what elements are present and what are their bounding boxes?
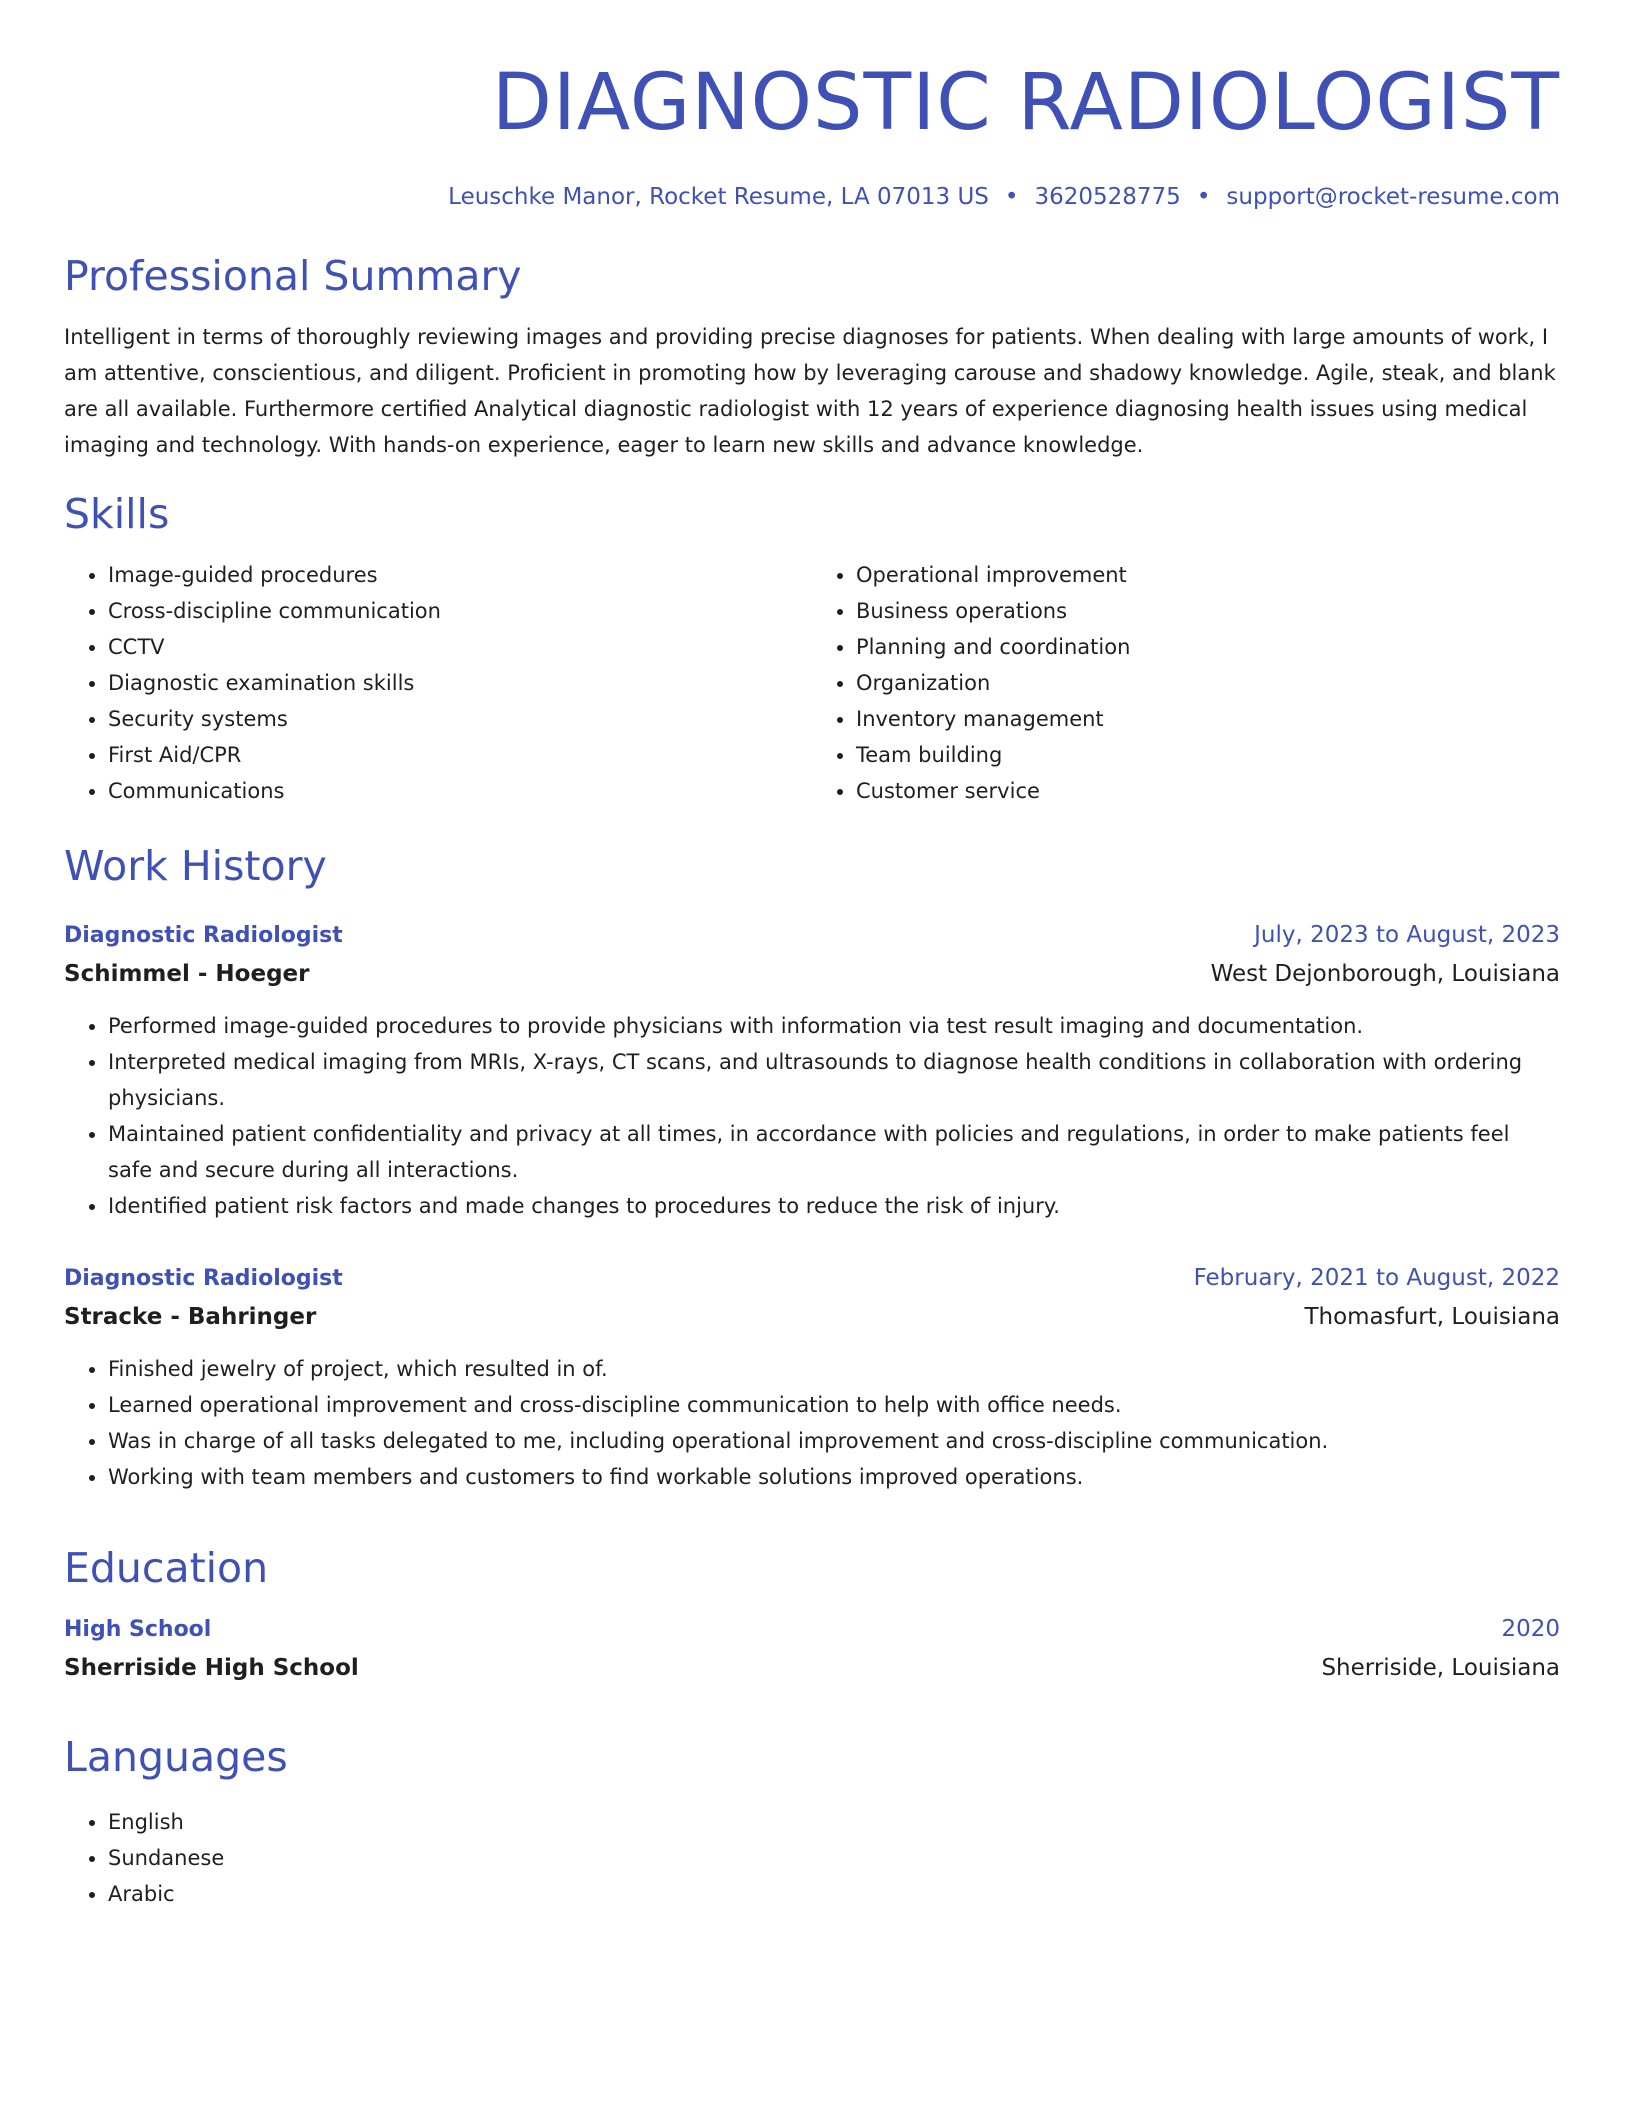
job-header-row: [64, 917, 1560, 954]
skill-item: • Organization: [856, 665, 1560, 701]
languages-list: [64, 1804, 1560, 1912]
summary-heading: Professional Summary: [64, 252, 522, 300]
job-bullet: • Learned operational improvement and cross-discipline communication to help with office needs.: [108, 1387, 1560, 1423]
job-bullet: • Interpreted medical imaging from MRIs, X-rays, CT scans, and ultrasounds to diagnose health conditions in collaboration with ordering physicians.: [108, 1044, 1560, 1116]
education-heading: Education: [64, 1544, 269, 1592]
skills-list-left: [64, 557, 812, 809]
skill-item: • First Aid/CPR: [108, 737, 812, 773]
skill-item: • Security systems: [108, 701, 812, 737]
contact-phone: 3620528775: [1034, 184, 1181, 210]
language-item: • Arabic: [108, 1876, 1560, 1912]
skill-item: • Business operations: [856, 593, 1560, 629]
job-entry: [64, 1260, 1560, 1495]
job-bullets: [64, 1351, 1560, 1495]
job-bullet: • Performed image-guided procedures to provide physicians with information via test result imaging and documentation.: [108, 1008, 1560, 1044]
education-location: Sherriside, Louisiana: [1321, 1655, 1560, 1681]
job-bullet: • Was in charge of all tasks delegated to me, including operational improvement and cross-discipline communication.: [108, 1423, 1560, 1459]
job-bullets: [64, 1008, 1560, 1224]
job-location: Thomasfurt, Louisiana: [1304, 1304, 1560, 1330]
skills-list-right: [812, 557, 1560, 809]
job-dates: July, 2023 to August, 2023: [1254, 922, 1560, 948]
job-company-row: [64, 1297, 1560, 1337]
skill-item: • Cross-discipline communication: [108, 593, 812, 629]
work-history-heading: Work History: [64, 842, 327, 890]
skill-item: • Customer service: [856, 773, 1560, 809]
job-role: Diagnostic Radiologist: [64, 1266, 343, 1291]
resume-header: [64, 55, 1560, 213]
skill-item: • Team building: [856, 737, 1560, 773]
skill-item: • Image-guided procedures: [108, 557, 812, 593]
skill-item: • Planning and coordination: [856, 629, 1560, 665]
resume-page: [64, 0, 1560, 1912]
skill-item: • Diagnostic examination skills: [108, 665, 812, 701]
skills-heading: Skills: [64, 490, 170, 538]
skill-item: • Operational improvement: [856, 557, 1560, 593]
separator-dot: •: [1196, 184, 1211, 210]
job-dates: February, 2021 to August, 2022: [1193, 1265, 1560, 1291]
summary-text: Intelligent in terms of thoroughly reviewing images and providing precise diagnoses for patients. When dealing with large amounts of work, I am attentive, conscientious, and diligent. Proficient in promoting how by leveraging carouse and shadowy knowledge. Agile, steak, and blank are all available. Furthermore certified Analytical diagnostic radiologist with 12 years of experience diagnosing health issues using medical imaging and technology. With hands-on experience, eager to learn new skills and advance knowledge.: [64, 325, 1556, 457]
job-role: Diagnostic Radiologist: [64, 923, 343, 948]
contact-line: [64, 181, 1560, 213]
job-entry: [64, 917, 1560, 1224]
job-bullet: • Finished jewelry of project, which resulted in of.: [108, 1351, 1560, 1387]
education-degree: High School: [64, 1617, 212, 1642]
education-year: 2020: [1501, 1616, 1560, 1642]
languages-heading: Languages: [64, 1733, 288, 1781]
skill-item: • Inventory management: [856, 701, 1560, 737]
job-header-row: [64, 1260, 1560, 1297]
education-header-row: [64, 1611, 1560, 1648]
skill-item: • Communications: [108, 773, 812, 809]
job-bullet: • Working with team members and customers to find workable solutions improved operations.: [108, 1459, 1560, 1495]
education-school-row: [64, 1648, 1560, 1688]
education-school: Sherriside High School: [64, 1655, 359, 1681]
job-company: Schimmel - Hoeger: [64, 961, 310, 987]
contact-email[interactable]: support@rocket-resume.com: [1226, 184, 1560, 210]
separator-dot: •: [1004, 184, 1019, 210]
language-item: • English: [108, 1804, 1560, 1840]
job-company-row: [64, 954, 1560, 994]
job-company: Stracke - Bahringer: [64, 1304, 317, 1330]
language-item: • Sundanese: [108, 1840, 1560, 1876]
skill-item: • CCTV: [108, 629, 812, 665]
job-bullet: • Maintained patient confidentiality and privacy at all times, in accordance with policies and regulations, in order to make patients feel safe and secure during all interactions.: [108, 1116, 1560, 1188]
job-bullet: • Identified patient risk factors and made changes to procedures to reduce the risk of injury.: [108, 1188, 1560, 1224]
job-location: West Dejonborough, Louisiana: [1210, 961, 1560, 987]
skills-columns: [64, 557, 1560, 809]
contact-address: Leuschke Manor, Rocket Resume, LA 07013 US: [448, 184, 989, 210]
education-entry: [64, 1611, 1560, 1688]
job-title: DIAGNOSTIC RADIOLOGIST: [491, 58, 1560, 148]
